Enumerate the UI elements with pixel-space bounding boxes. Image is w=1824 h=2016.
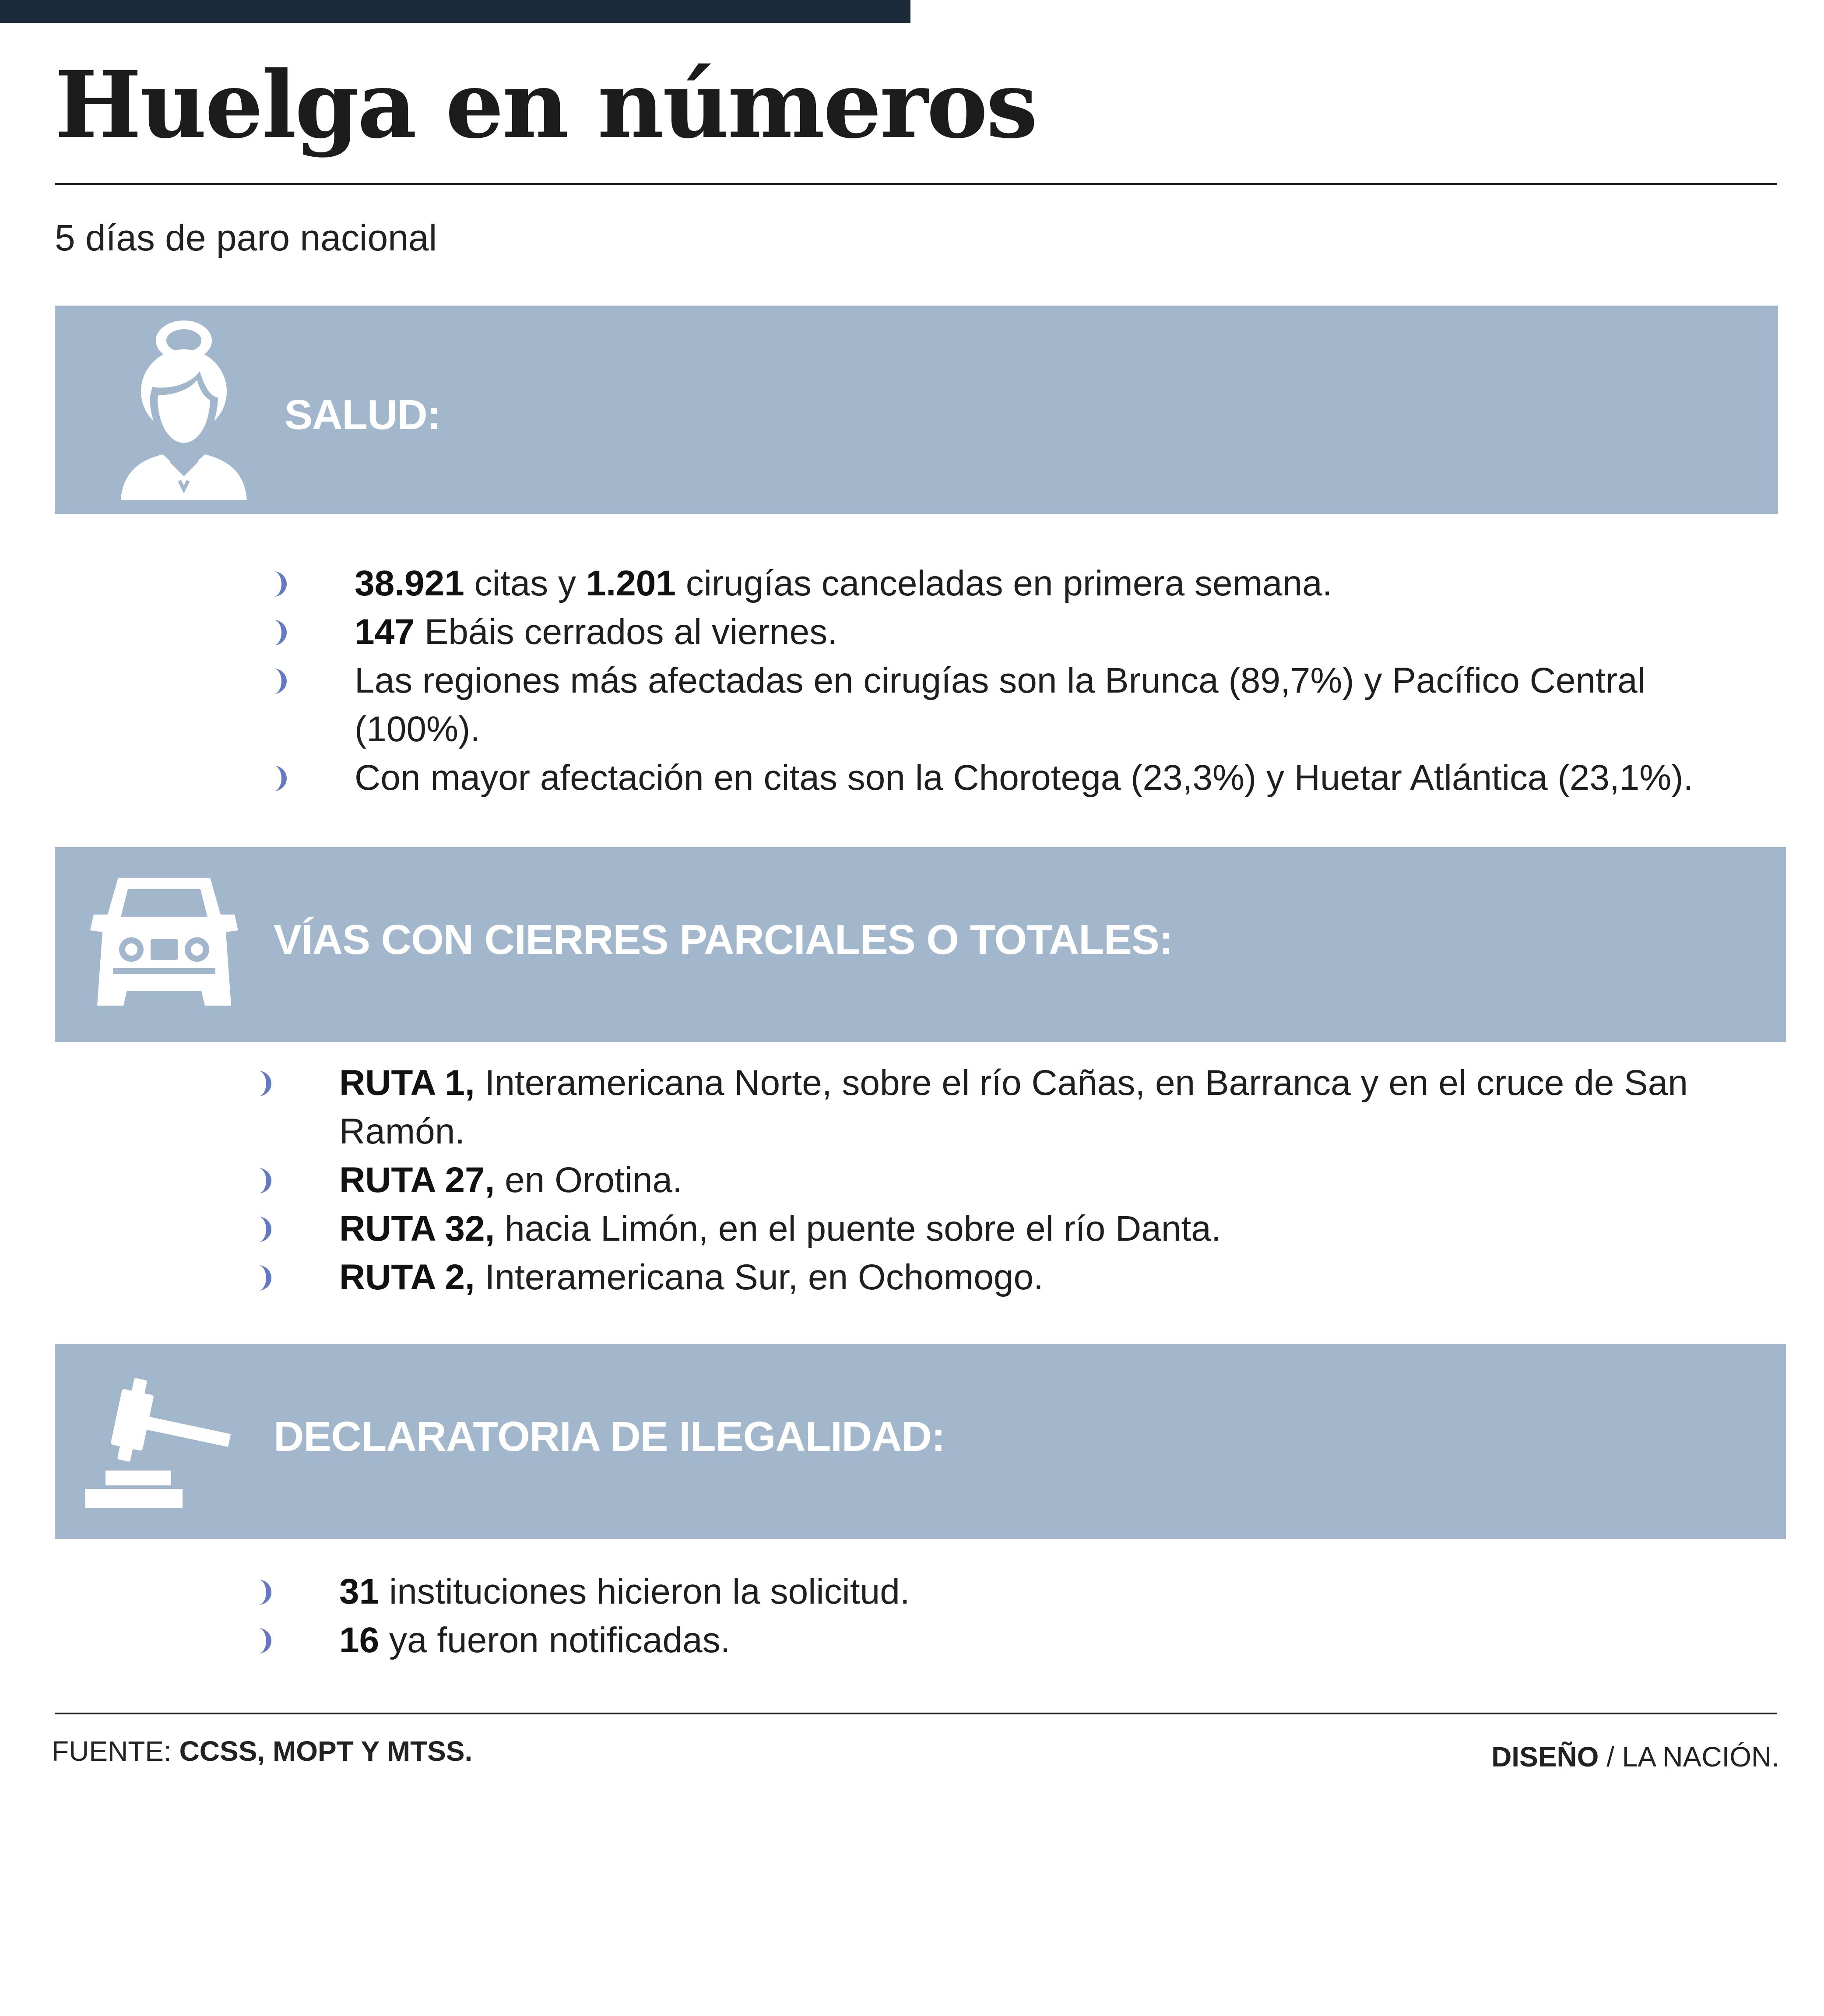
- design-separator: /: [1599, 1741, 1622, 1773]
- list-item: RUTA 32, hacia Limón, en el puente sobre el río Danta.: [258, 1204, 1742, 1253]
- bullet-icon: [274, 668, 287, 694]
- section-label-declaratoria: DECLARATORIA DE ILEGALIDAD:: [274, 1413, 945, 1460]
- gavel-icon: [85, 1377, 234, 1508]
- title-divider: [55, 183, 1777, 185]
- bullet-icon: [258, 1628, 271, 1654]
- section-band-salud: [55, 306, 1778, 514]
- bullet-icon: [258, 1217, 271, 1242]
- page-title: Huelga en números: [55, 51, 1036, 159]
- bullet-icon: [258, 1265, 271, 1291]
- list-item: Las regiones más afectadas en cirugías son la Brunca (89,7%) y Pacífico Central (100%).: [274, 656, 1731, 753]
- bullet-icon: [258, 1580, 271, 1605]
- design-credit: [1491, 1737, 1779, 1777]
- list-item: 16 ya fueron notificadas.: [258, 1616, 1742, 1664]
- bullet-icon: [258, 1071, 271, 1096]
- bullet-icon: [274, 766, 287, 791]
- list-salud: [274, 559, 1731, 802]
- section-band-declaratoria: [55, 1344, 1786, 1539]
- list-item: RUTA 2, Interamericana Sur, en Ochomogo.: [258, 1253, 1742, 1302]
- list-declaratoria: [258, 1567, 1742, 1664]
- section-band-vias: [55, 847, 1786, 1042]
- design-value: LA NACIÓN.: [1622, 1741, 1779, 1773]
- nurse-icon: [118, 318, 250, 500]
- list-vias: [258, 1059, 1742, 1302]
- design-label: DISEÑO: [1491, 1741, 1599, 1773]
- bullet-icon: [274, 620, 287, 645]
- list-item: 38.921 citas y 1.201 cirugías canceladas en primera semana.: [274, 559, 1731, 608]
- list-item: Con mayor afectación en citas son la Chorotega (23,3%) y Huetar Atlántica (23,1%).: [274, 753, 1731, 802]
- list-item: RUTA 1, Interamericana Norte, sobre el río Cañas, en Barranca y en el cruce de San Ramón.: [258, 1059, 1742, 1156]
- source-value: CCSS, MOPT Y MTSS.: [179, 1735, 473, 1767]
- source-credit: [52, 1731, 472, 1771]
- list-item: 147 Ebáis cerrados al viernes.: [274, 608, 1731, 656]
- section-label-salud: SALUD:: [285, 391, 441, 438]
- footer-divider: [55, 1713, 1777, 1714]
- bullet-icon: [258, 1168, 271, 1193]
- list-item: RUTA 27, en Orotina.: [258, 1156, 1742, 1204]
- section-label-vias: VÍAS CON CIERRES PARCIALES O TOTALES:: [274, 916, 1173, 963]
- top-accent-bar: [0, 0, 910, 23]
- list-item: 31 instituciones hicieron la solicitud.: [258, 1567, 1742, 1616]
- bullet-icon: [274, 571, 287, 597]
- source-label: FUENTE:: [52, 1735, 179, 1767]
- car-icon: [87, 874, 242, 1006]
- page-subtitle: 5 días de paro nacional: [55, 217, 437, 258]
